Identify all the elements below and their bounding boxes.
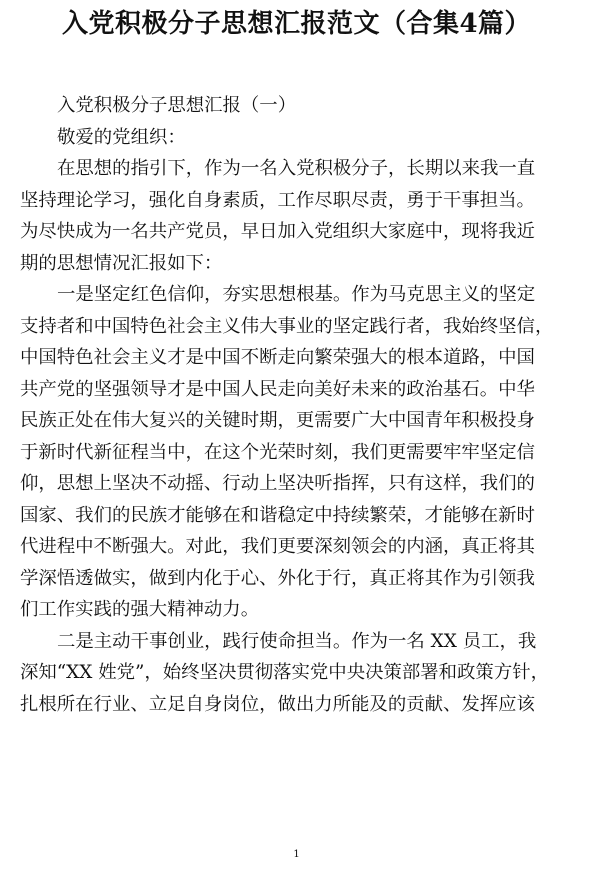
body-line: 共产党的坚强领导才是中国人民走向美好未来的政治基石。中华 [20, 378, 535, 400]
body-line: 中国特色社会主义才是中国不断走向繁荣强大的根本道路，中国 [20, 347, 535, 368]
body-line: 入党积极分子思想汇报（一） [57, 95, 297, 116]
body-line: 敬爱的党组织： [57, 126, 186, 148]
document-title: 入党积极分子思想汇报范文（合集4篇） [61, 9, 532, 39]
body-line: 代进程中不断强大。对此，我们更要深刻领会的内涵，真正将其 [20, 536, 535, 557]
body-line: 二是主动干事创业，践行使命担当。作为一名 XX 员工，我 [57, 630, 537, 652]
body-line: 为尽快成为一名共产党员，早日加入党组织大家庭中，现将我近 [20, 221, 535, 242]
body-line: 仰，思想上坚决不动摇、行动上坚决听指挥，只有这样，我们的 [20, 473, 535, 494]
document-body [20, 90, 575, 720]
page-number: 1 [293, 849, 300, 860]
body-line: 期的思想情况汇报如下： [20, 252, 223, 274]
body-line: 学深悟透做实，做到内化于心、外化于行，真正将其作为引领我 [20, 567, 535, 589]
body-line: 们工作实践的强大精神动力。 [20, 599, 260, 620]
body-line: 于新时代新征程当中，在这个光荣时刻，我们更需要牢牢坚定信 [20, 441, 535, 463]
body-line: 一是坚定红色信仰，夯实思想根基。作为马克思主义的坚定 [57, 284, 536, 305]
body-line: 支持者和中国特色社会主义伟大事业的坚定践行者，我始终坚信， [20, 315, 554, 337]
body-line: 深知“XX 姓党”，始终坚决贯彻落实党中央决策部署和政策方针， [20, 662, 549, 683]
body-line: 国家、我们的民族才能够在和谐稳定中持续繁荣，才能够在新时 [20, 504, 535, 526]
body-line: 扎根所在行业、立足自身岗位，做出力所能及的贡献、发挥应该 [20, 693, 535, 715]
body-line: 民族正处在伟大复兴的关键时期，更需要广大中国青年积极投身 [20, 410, 535, 431]
body-line: 坚持理论学习，强化自身素质，工作尽职尽责，勇于干事担当。 [20, 189, 535, 211]
body-line: 在思想的指引下，作为一名入党积极分子，长期以来我一直 [57, 158, 536, 179]
